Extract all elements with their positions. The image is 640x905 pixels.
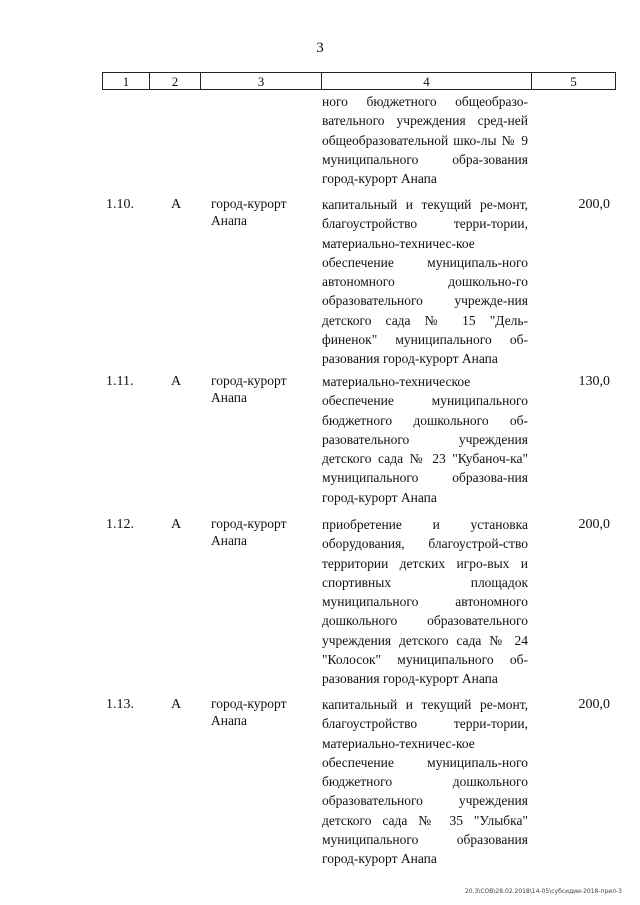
page-number: 3 xyxy=(316,40,324,56)
footer-file-code: 20.3\СОВ\28.02.2018\14-05\субсидии-2018-прил-3 xyxy=(464,888,622,895)
continuation-description: ного бюджетного общеобразо-вательного учреждения сред-ней общеобразовательной шко-лы № 9 муниципального обра-зования город-курорт Анапа xyxy=(322,94,528,187)
column-header-2: 2 xyxy=(150,73,201,89)
row-description: приобретение и установка оборудования, благоустрой-ство территории детских игро-вых и спортивных площадок муниципального автономного дошкольного образовательного учреждения детского сада № 24 "Колосок" муниципального об-разования город-курорт Анапа xyxy=(322,517,528,687)
row-number: 1.13. xyxy=(106,697,134,712)
column-header-4: 4 xyxy=(322,73,532,89)
row-location: город-курорт Анапа xyxy=(211,696,287,728)
row-amount: 200,0 xyxy=(578,697,610,712)
row-location: город-курорт Анапа xyxy=(211,516,287,548)
row-description: капитальный и текущий ре-монт, благоустройство терри-тории, материально-техничес-кое обеспечение муниципаль-ного автономного дошкольно-го образовательного учрежде-ния детского сада № 15 "Дель-финенок" муниципального об-разования город-курорт Анапа xyxy=(322,197,528,367)
row-number: 1.10. xyxy=(106,197,134,212)
row-category: А xyxy=(171,374,182,389)
table-header-row xyxy=(102,72,616,90)
row-amount: 130,0 xyxy=(578,374,610,389)
column-header-5: 5 xyxy=(570,74,577,89)
column-header-1: 1 xyxy=(103,73,150,89)
row-category: А xyxy=(171,517,182,532)
column-header-3: 3 xyxy=(201,73,322,89)
row-description: материально-техническое обеспечение муниципального бюджетного дошкольного об-разовательного учреждения детского сада № 23 "Кубаноч-ка" муниципального образова-ния город-курорт Анапа xyxy=(322,374,528,505)
row-description: капитальный и текущий ре-монт, благоустройство терри-тории, материально-техничес-кое обеспечение муниципаль-ного бюджетного дошкольного образовательного учреждения детского сада № 35 "Улыбка" муниципального образования город-курорт Анапа xyxy=(322,697,528,867)
row-location: город-курорт Анапа xyxy=(211,373,287,405)
row-number: 1.11. xyxy=(106,374,134,389)
row-amount: 200,0 xyxy=(578,197,610,212)
row-category: А xyxy=(171,197,182,212)
row-location: город-курорт Анапа xyxy=(211,196,287,228)
row-category: А xyxy=(171,697,182,712)
row-number: 1.12. xyxy=(106,517,134,532)
row-amount: 200,0 xyxy=(578,517,610,532)
